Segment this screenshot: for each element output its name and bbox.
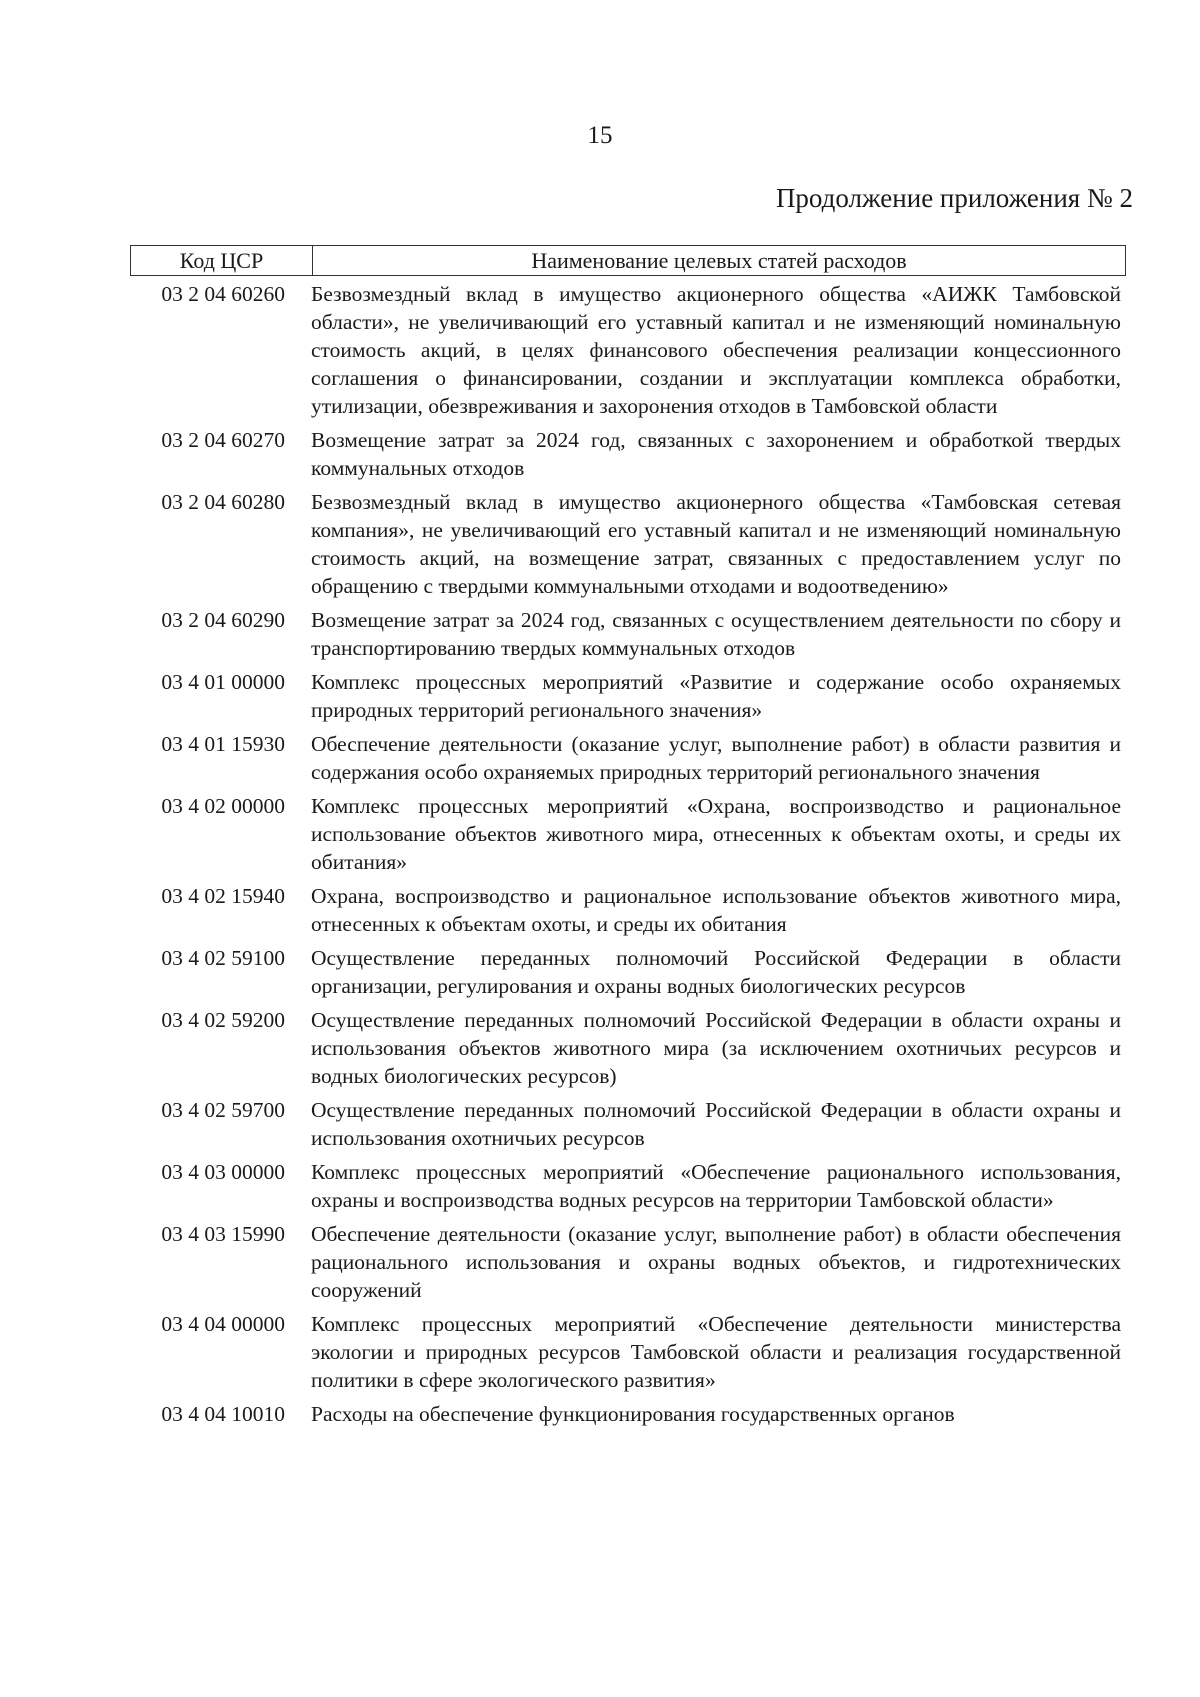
row-description: Расходы на обеспечение функционирования государственных органов	[311, 1402, 955, 1426]
row-description: Безвозмездный вклад в имущество акционерного общества «АИЖК Тамбовской области», не увеличивающий его уставный капитал и не изменяющий номинальную стоимость акций, в целях финансового обеспечения реализации концессионного соглашения о финансировании, создании и эксплуатации комплекса обработки, утилизации, обезвреживания и захоронения отходов в Тамбовской области	[311, 282, 1121, 418]
row-description: Возмещение затрат за 2024 год, связанных с осуществлением деятельности по сбору и транспортированию твердых коммунальных отходов	[311, 608, 1121, 660]
row-description: Осуществление переданных полномочий Российской Федерации в области охраны и использования объектов животного мира (за исключением охотничьих ресурсов и водных биологических ресурсов)	[311, 1008, 1121, 1088]
page-number: 15	[587, 122, 613, 149]
row-code: 03 4 04 00000	[161, 1312, 285, 1336]
row-code: 03 2 04 60260	[161, 282, 285, 306]
row-description: Обеспечение деятельности (оказание услуг, выполнение работ) в области развития и содержания особо охраняемых природных территорий регионального значения	[311, 732, 1121, 784]
table-row	[135, 1310, 1121, 1394]
row-code: 03 4 01 00000	[161, 670, 285, 694]
row-description: Осуществление переданных полномочий Российской Федерации в области охраны и использования охотничьих ресурсов	[311, 1098, 1121, 1150]
table-row	[135, 280, 1121, 420]
row-code: 03 4 01 15930	[161, 732, 285, 756]
row-code: 03 4 02 15940	[161, 884, 285, 908]
table-row	[135, 1096, 1121, 1152]
row-code: 03 4 03 00000	[161, 1160, 285, 1184]
table-row	[135, 1158, 1121, 1214]
table-row	[135, 730, 1121, 786]
row-description: Безвозмездный вклад в имущество акционерного общества «Тамбовская сетевая компания», не увеличивающий его уставный капитал и не изменяющий номинальную стоимость акций, на возмещение затрат, связанных с предоставлением услуг по обращению с твердыми коммунальными отходами и водоотведению»	[311, 490, 1121, 598]
row-description: Комплекс процессных мероприятий «Обеспечение деятельности министерства экологии и природных ресурсов Тамбовской области и реализация государственной политики в сфере экологического развития»	[311, 1312, 1121, 1392]
header-name: Наименование целевых статей расходов	[312, 246, 1125, 275]
row-description: Осуществление переданных полномочий Российской Федерации в области организации, регулирования и охраны водных биологических ресурсов	[311, 946, 1121, 998]
header-code: Код ЦСР	[179, 248, 264, 273]
row-code: 03 4 02 59100	[161, 946, 285, 970]
table-row	[135, 606, 1121, 662]
row-code: 03 4 02 59700	[161, 1098, 285, 1122]
row-code: 03 4 04 10010	[161, 1402, 285, 1426]
row-description: Охрана, воспроизводство и рациональное использование объектов животного мира, отнесенных к объектам охоты, и среды их обитания	[311, 884, 1121, 936]
row-description: Обеспечение деятельности (оказание услуг, выполнение работ) в области обеспечения рационального использования и охраны водных объектов, и гидротехнических сооружений	[311, 1222, 1121, 1302]
row-code: 03 2 04 60270	[161, 428, 285, 452]
row-code: 03 2 04 60280	[161, 490, 285, 514]
row-code: 03 2 04 60290	[161, 608, 285, 632]
table-row	[135, 944, 1121, 1000]
row-code: 03 4 02 00000	[161, 794, 285, 818]
row-description: Возмещение затрат за 2024 год, связанных с захоронением и обработкой твердых коммунальных отходов	[311, 428, 1121, 480]
table-row	[135, 1400, 1121, 1428]
table-row	[135, 488, 1121, 600]
table-body	[135, 280, 1121, 1434]
row-description: Комплекс процессных мероприятий «Охрана, воспроизводство и рациональное использование объектов животного мира, отнесенных к объектам охоты, и среды их обитания»	[311, 794, 1121, 874]
appendix-title: Продолжение приложения № 2	[775, 183, 1133, 213]
table-row	[135, 426, 1121, 482]
table-row	[135, 1220, 1121, 1304]
row-description: Комплекс процессных мероприятий «Обеспечение рационального использования, охраны и воспроизводства водных ресурсов на территории Тамбовской области»	[311, 1160, 1121, 1212]
table-header	[130, 245, 1126, 276]
row-description: Комплекс процессных мероприятий «Развитие и содержание особо охраняемых природных территорий регионального значения»	[311, 670, 1121, 722]
table-row	[135, 1006, 1121, 1090]
row-code: 03 4 03 15990	[161, 1222, 285, 1246]
row-code: 03 4 02 59200	[161, 1008, 285, 1032]
table-row	[135, 792, 1121, 876]
table-row	[135, 882, 1121, 938]
table-row	[135, 668, 1121, 724]
